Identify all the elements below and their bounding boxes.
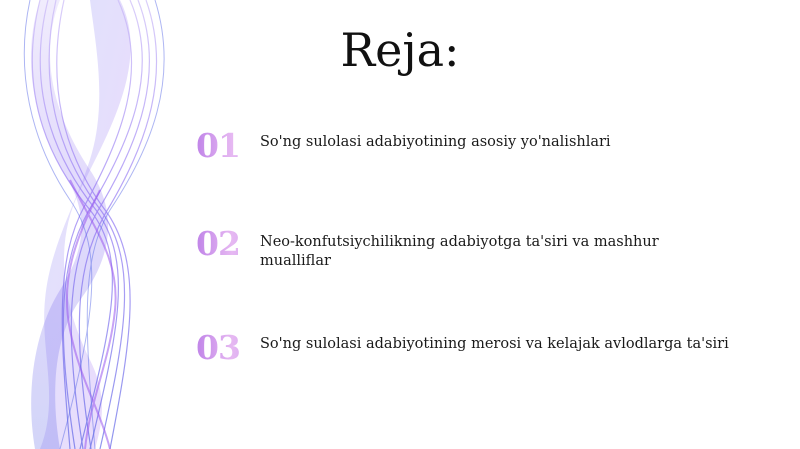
agenda-item	[196, 222, 756, 272]
agenda-item	[196, 326, 756, 376]
agenda-text: So'ng sulolasi adabiyotining asosiy yo'nalishlari	[260, 134, 611, 150]
agenda-number: 02	[196, 222, 256, 266]
agenda-item	[196, 124, 756, 174]
agenda-number: 03	[196, 326, 256, 370]
agenda-text: So'ng sulolasi adabiyotining merosi va kelajak avlodlarga ta'siri	[260, 336, 729, 352]
smoke-ribbon-decoration	[0, 0, 210, 449]
slide-title: Reja:	[340, 23, 460, 77]
agenda-text: Neo-konfutsiychilikning adabiyotga ta'siri va mashhur mualliflar	[260, 234, 659, 269]
agenda-number: 01	[196, 124, 256, 168]
